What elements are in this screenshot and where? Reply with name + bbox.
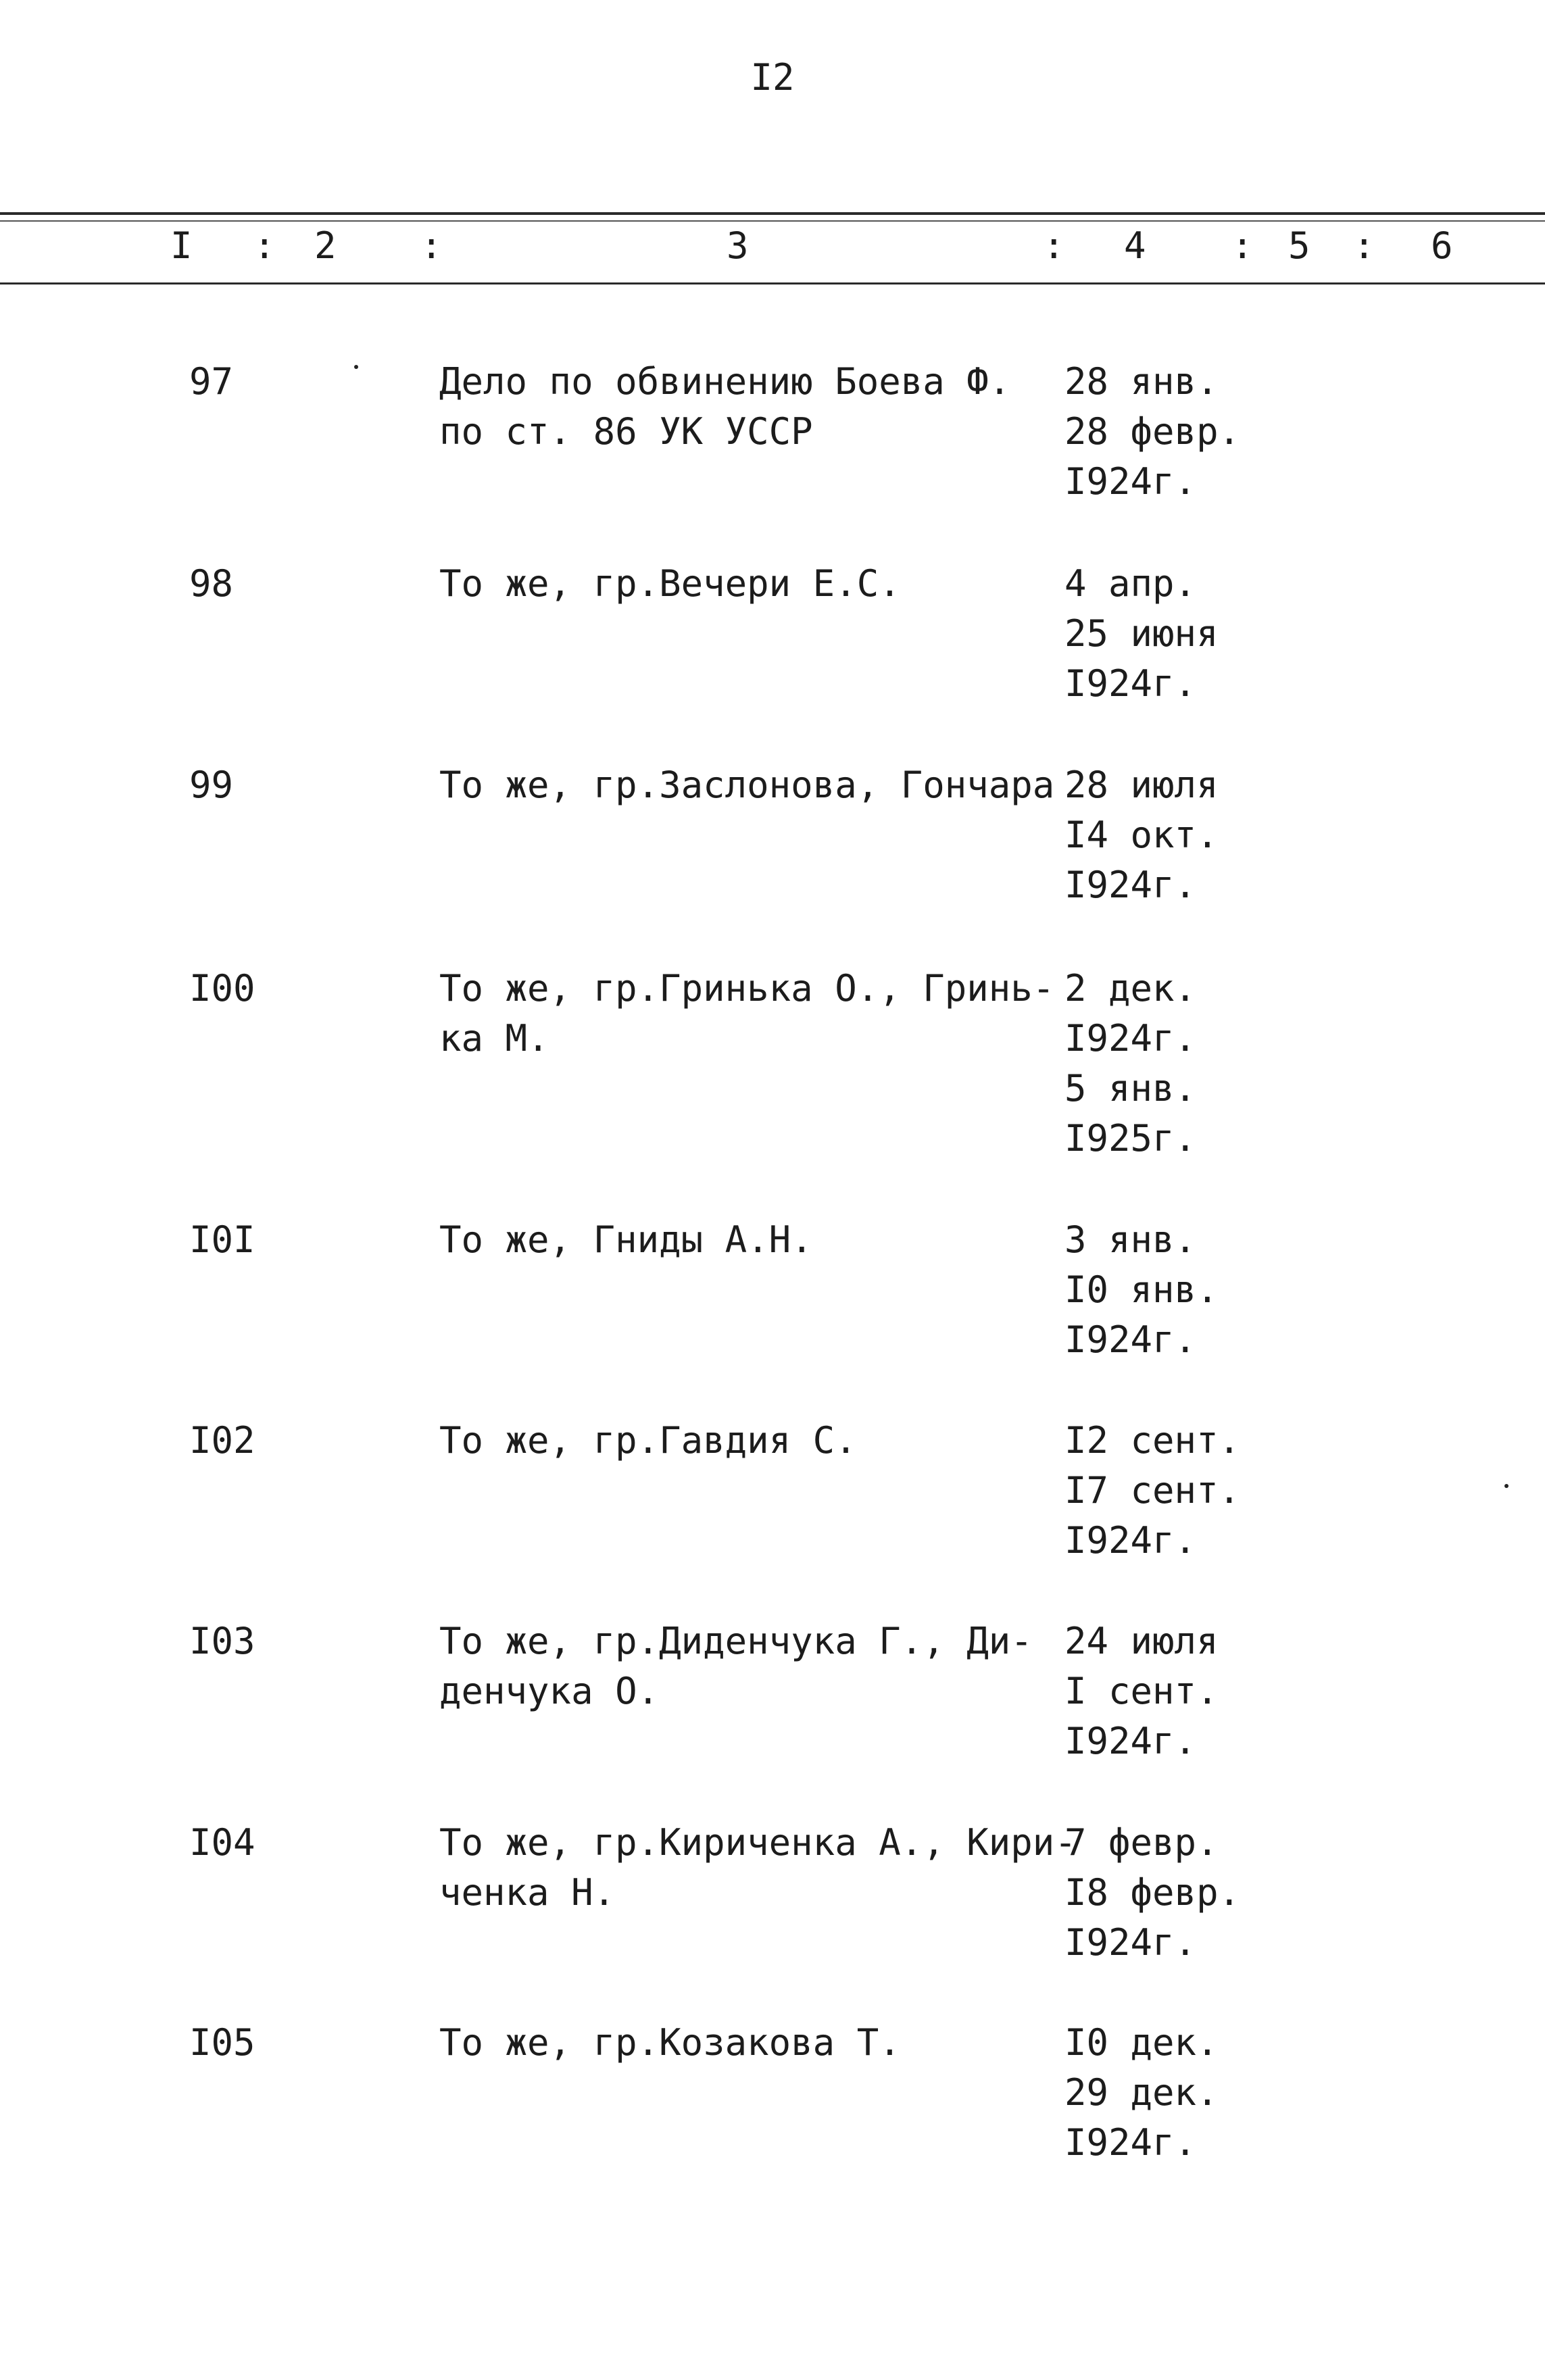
entry-number: I02 (189, 1419, 255, 1462)
entry-date-line: 28 февр. (1064, 410, 1241, 453)
entry-description (439, 1215, 1034, 1265)
column-header-1: I (170, 224, 193, 267)
entry-date-line: I4 окт. (1064, 814, 1219, 856)
entry-number: I05 (189, 2021, 255, 2064)
entry-date-line: I924г. (1064, 460, 1197, 503)
column-header-4: 4 (1124, 224, 1146, 267)
entry-description (439, 760, 1055, 810)
paper-speck (1504, 1484, 1509, 1488)
entry-date-line: I924г. (1064, 1318, 1197, 1361)
entry-dates (1064, 559, 1219, 709)
entry-date-line: 24 июля (1064, 1620, 1219, 1662)
entry-date-line: 3 янв. (1064, 1218, 1197, 1261)
entry-dates (1064, 2018, 1219, 2168)
entry-description (439, 357, 1034, 457)
entry-description-line: То же, гр.Гринька О., Гринь- (439, 967, 1055, 1010)
column-separator: : (1043, 224, 1065, 267)
entry-date-line: 2 дек. (1064, 967, 1197, 1010)
entry-number: 98 (189, 562, 234, 605)
entry-date-line: I924г. (1064, 1720, 1197, 1762)
entry-date-line: 25 июня (1064, 612, 1219, 655)
entry-date-line: I7 сент. (1064, 1469, 1241, 1512)
entry-date-line: I924г. (1064, 1921, 1197, 1964)
entry-date-line: I0 дек. (1064, 2021, 1219, 2064)
entry-date-line: I8 февр. (1064, 1871, 1241, 1914)
column-header-row (0, 224, 1545, 268)
header-top-rule-thin (0, 220, 1545, 222)
column-header-2: 2 (314, 224, 337, 267)
entry-description (439, 964, 1055, 1064)
entry-date-line: I924г. (1064, 662, 1197, 705)
entry-number: 97 (189, 360, 234, 403)
entry-description-line: ченка Н. (439, 1871, 616, 1914)
entry-dates (1064, 760, 1219, 910)
entry-description-line: То же, гр.Козакова Т. (439, 2021, 901, 2064)
column-header-3: 3 (727, 224, 749, 267)
entry-date-line: I0 янв. (1064, 1268, 1219, 1311)
entry-dates (1064, 1818, 1240, 1968)
entry-date-line: 28 июля (1064, 764, 1219, 806)
entry-dates (1064, 357, 1240, 507)
entry-date-line: I сент. (1064, 1670, 1219, 1712)
entry-date-line: 28 янв. (1064, 360, 1219, 403)
entry-description-line: Дело по обвинению Боева Ф. (439, 360, 1011, 403)
entry-description-line: ка М. (439, 1017, 549, 1060)
page-number: I2 (750, 56, 795, 99)
entry-date-line: I2 сент. (1064, 1419, 1241, 1462)
paper-speck (354, 365, 358, 369)
header-top-rule (0, 212, 1545, 215)
entry-description (439, 1416, 1034, 1466)
column-separator: : (1231, 224, 1254, 267)
entry-number: 99 (189, 764, 234, 806)
entry-number: I03 (189, 1620, 255, 1662)
entry-description-line: по ст. 86 УК УССР (439, 410, 813, 453)
entry-date-line: I924г. (1064, 1017, 1197, 1060)
entry-description-line: То же, гр.Диденчука Г., Ди- (439, 1620, 1033, 1662)
entry-date-line: I924г. (1064, 864, 1197, 906)
entry-description-line: То же, гр.Гавдия С. (439, 1419, 857, 1462)
entry-date-line: 29 дек. (1064, 2071, 1219, 2114)
entry-number: I00 (189, 967, 255, 1010)
entry-dates (1064, 1416, 1240, 1566)
entry-date-line: 5 янв. (1064, 1067, 1197, 1110)
entry-description (439, 2018, 1034, 2068)
entry-date-line: I925г. (1064, 1117, 1197, 1160)
entry-date-line: 4 апр. (1064, 562, 1197, 605)
column-separator: : (253, 224, 276, 267)
column-separator: : (420, 224, 443, 267)
entry-description-line: То же, гр.Вечери Е.С. (439, 562, 901, 605)
entry-date-line: 7 февр. (1064, 1821, 1219, 1864)
column-header-6: 6 (1431, 224, 1453, 267)
entry-date-line: I924г. (1064, 1519, 1197, 1562)
entry-description (439, 1818, 1077, 1918)
entry-description-line: денчука О. (439, 1670, 660, 1712)
entry-description-line: То же, гр.Кириченка А., Кири- (439, 1821, 1077, 1864)
entry-dates (1064, 1215, 1219, 1365)
column-separator: : (1353, 224, 1375, 267)
entry-number: I0I (189, 1218, 255, 1261)
entry-description-line: То же, гр.Заслонова, Гончара (439, 764, 1055, 806)
entry-dates (1064, 964, 1196, 1164)
entry-description-line: То же, Гниды А.Н. (439, 1218, 813, 1261)
entry-description (439, 559, 1034, 609)
entry-number: I04 (189, 1821, 255, 1864)
entry-date-line: I924г. (1064, 2121, 1197, 2164)
column-header-5: 5 (1288, 224, 1310, 267)
header-bottom-rule (0, 282, 1545, 284)
entry-description (439, 1616, 1034, 1716)
entry-dates (1064, 1616, 1219, 1766)
